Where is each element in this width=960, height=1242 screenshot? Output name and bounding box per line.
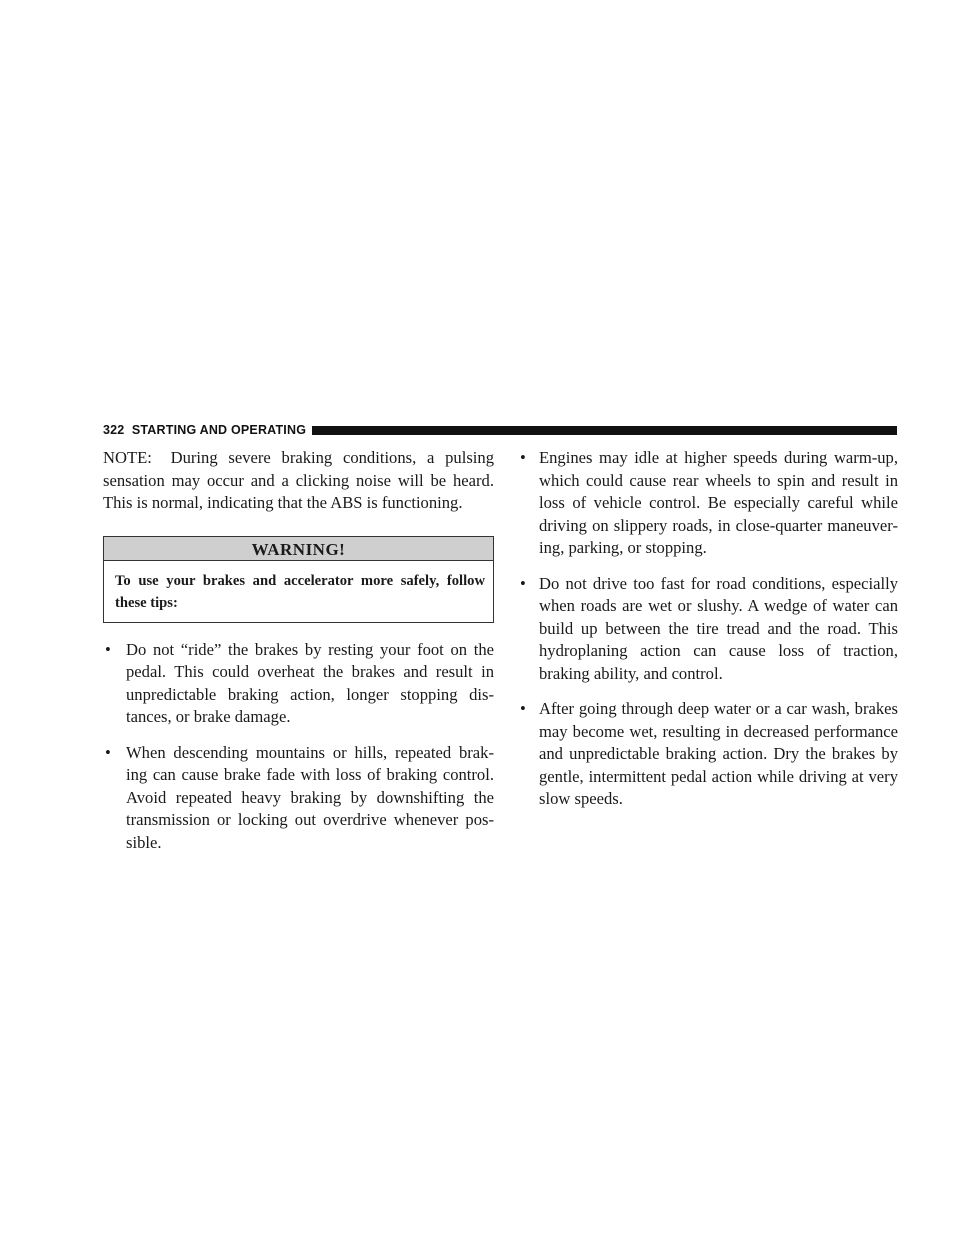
list-item [103,742,494,855]
list-item-text: When descending mountains or hills, repeated brak- ing can cause brake fade with loss of braking control. Avoid repeated heavy braking by downshifting the transmission or locking out overdrive whenever pos- sible. [126,742,494,852]
list-item-text: After going through deep water or a car wash, brakes may become wet, resulting in decreased performance and unpredictable braking action. Dry the brakes by gentle, intermittent pedal action while driving at very slow speeds. [539,699,898,808]
right-column [518,447,898,824]
page-number: 322 [103,423,125,437]
list-item [103,639,494,729]
section-title: STARTING AND OPERATING [131,423,307,437]
bullet-icon: • [105,742,111,762]
list-item [518,447,898,560]
bullet-icon: • [520,448,526,467]
list-item-text: Do not drive too fast for road conditions, especially when roads are wet or slushy. A wedge of water can build up between the tire tread and the road. This hydroplaning action can cause loss of traction, braking ability, and control. [539,573,898,683]
note-paragraph [103,447,494,515]
warning-box [103,536,494,623]
warning-body: To use your brakes and accelerator more safely, follow these tips: [115,572,485,611]
list-item [518,698,898,811]
page-header [103,422,897,438]
note-text: During severe braking conditions, a pulsing sensation may occur and a clicking noise will be heard. This is normal, indicating that the ABS is functioning. [103,448,494,512]
list-item-text: Do not “ride” the brakes by resting your foot on the pedal. This could overheat the brakes and result in unpredictable braking action, longer stopping dis- tances, or brake damage. [126,639,494,726]
list-item-text: Engines may idle at higher speeds during warm-up, which could cause rear wheels to spin and result in loss of vehicle control. Be especially careful while driving on slippery roads, in close-quarter maneuver- ing, parking, or stopping. [539,448,898,557]
bullet-icon: • [520,699,526,718]
note-label: NOTE: [103,448,152,467]
bullet-icon: • [105,639,111,659]
warning-title: WARNING! [104,537,493,561]
header-rule [312,426,897,435]
page-header-label [103,423,312,437]
bullet-icon: • [520,573,526,593]
left-column [103,447,494,867]
list-item [518,573,898,686]
